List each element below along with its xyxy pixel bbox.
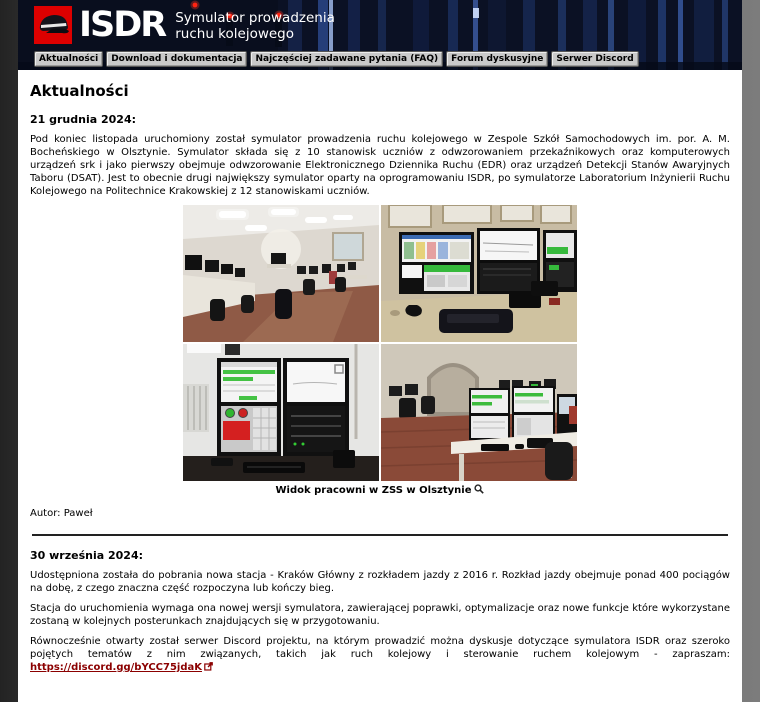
external-link-icon [204, 662, 213, 675]
photo-classroom-overview[interactable] [183, 205, 379, 342]
photo-classroom-workstation[interactable] [381, 344, 577, 481]
nav-faq[interactable]: Najczęściej zadawane pytania (FAQ) [250, 51, 443, 67]
site-subtitle [172, 6, 335, 42]
photo-simulator-screens[interactable] [183, 344, 379, 481]
news-paragraph-with-link [30, 635, 730, 675]
news-paragraph: Pod koniec listopada uruchomiony został symulator prowadzenia ruchu kolejowego w Zespole Szkół Samochodowych im. por. A. M. Bocheńskiego w Olsztynie. Symulator składa się z 10 stanowisk uczniów z odwzorowaniem przekaźnikowych oraz komputerowych urządzeń srk i jako pierwszy obejmuje odwzorowanie Elektronicznego Dziennika Ruchu (EDR) oraz urządzeń Detekcji Stanów Awaryjnych Taboru (DSAT). Jest to obecnie drugi największy symulator oparty na oprogramowaniu ISDR, po symulatorze Laboratorium Inżynierii Ruchu Kolejowego na Politechnice Krakowskiej z 12 stanowiskami uczniów. [30, 134, 730, 197]
nav-aktualnosci[interactable]: Aktualności [34, 51, 103, 67]
main-nav [34, 51, 639, 67]
subtitle-line-2: ruchu kolejowego [175, 26, 295, 42]
page-title: Aktualności [30, 82, 129, 100]
page-container [18, 0, 742, 702]
brand-block [34, 6, 335, 44]
magnifier-icon[interactable] [474, 484, 484, 497]
news-entry-september [30, 549, 730, 675]
photo-caption-text: Widok pracowni w ZSS w Olsztynie [275, 485, 472, 496]
nav-download-dokumentacja[interactable]: Download i dokumentacja [106, 51, 247, 67]
discord-link[interactable]: https://discord.gg/bYCC75jdaK [30, 662, 203, 673]
news-paragraph: Stacja do uruchomienia wymaga ona nowej wersji symulatora, zawierającej poprawki, optymalizacje oraz nowe funkcje które wykorzystane zostaną w kolejnych posterunkach znajdujących się w przygotowaniu. [30, 603, 730, 627]
subtitle-line-1: Symulator prowadzenia [175, 10, 335, 26]
logo-text: ISDR [79, 5, 166, 45]
site-header [18, 0, 742, 70]
discord-paragraph-text: Równocześnie otwarty został serwer Discord projektu, na którym prowadzić można dyskusje dotyczące symulatora ISDR oraz szeroko pojętych tematów z nim związanych, takich jak ruch kolejowy i sterowanie ruchem kolejowym - zapraszam: [30, 636, 730, 660]
photo-grid [183, 205, 577, 481]
photo-caption [30, 484, 730, 497]
news-entry-december [30, 113, 730, 520]
author-line: Autor: Paweł [30, 508, 93, 519]
nav-discord[interactable]: Serwer Discord [551, 51, 638, 67]
photo-workstation-closeup[interactable] [381, 205, 577, 342]
isdr-logo [34, 6, 72, 44]
news-date: 30 września 2024: [30, 549, 144, 562]
section-divider [32, 534, 728, 536]
news-date: 21 grudnia 2024: [30, 113, 137, 126]
news-paragraph: Udostępniona została do pobrania nowa stacja - Kraków Główny z rozkładem jazdy z 2016 r. Rozkład jazdy obejmuje ponad 400 pociągów na dobę, z czego znaczna część rozpoczyna lub kończy bieg. [30, 570, 730, 594]
content-area [18, 70, 742, 702]
nav-forum[interactable]: Forum dyskusyjne [446, 51, 548, 67]
